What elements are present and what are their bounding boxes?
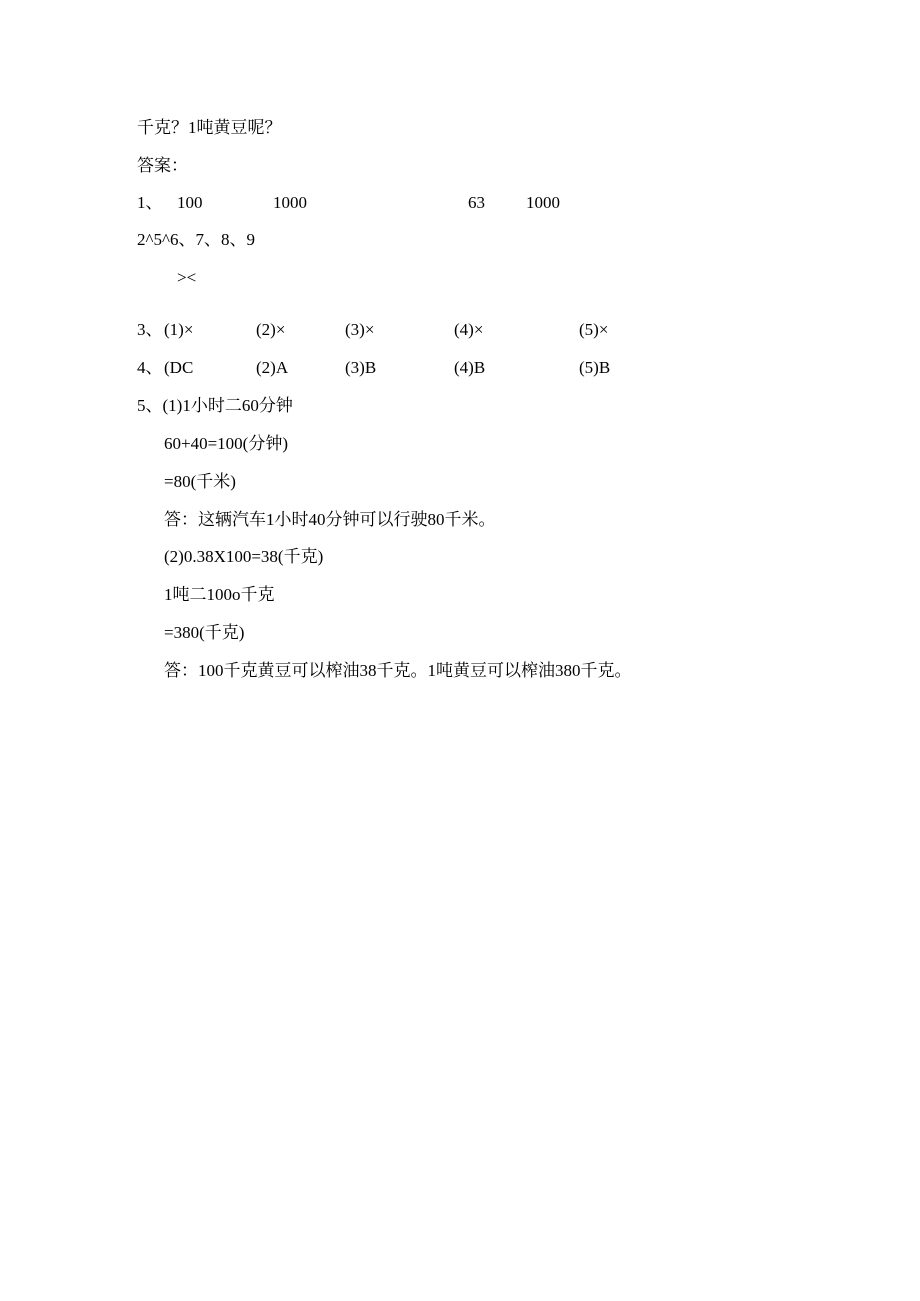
q4-item: (2)A	[256, 358, 289, 377]
answers-heading: 答案：	[137, 156, 188, 175]
q4-item: (DC	[164, 358, 194, 377]
q1-value: 63	[468, 193, 485, 212]
q5-line: 60+40=100(分钟)	[164, 434, 288, 453]
q1-value: 1000	[526, 193, 560, 212]
q4-item: (3)B	[345, 358, 377, 377]
q1-number: 1、	[137, 193, 163, 212]
q4-item: (4)B	[454, 358, 486, 377]
q5-answer: 答：这辆汽车1小时40分钟可以行驶80千米。	[164, 510, 496, 529]
q3-number: 3、	[137, 320, 163, 339]
q3-item: (2)×	[256, 320, 286, 339]
q3-item: (4)×	[454, 320, 484, 339]
q3-item: (3)×	[345, 320, 375, 339]
q1-value: 1000	[273, 193, 307, 212]
q5-line: 1吨二100o千克	[164, 585, 275, 604]
q5-line: =380(千克)	[164, 623, 245, 642]
q3-item: (5)×	[579, 320, 609, 339]
q3-item: (1)×	[164, 320, 194, 339]
q2-line: 2^5^6、7、8、9	[137, 230, 255, 249]
q4-number: 4、	[137, 358, 163, 377]
q5-answer: 答：100千克黄豆可以榨油38千克。1吨黄豆可以榨油380千克。	[164, 661, 632, 680]
q5-line: (2)0.38X100=38(千克)	[164, 547, 324, 566]
q5-line: =80(千米)	[164, 472, 236, 491]
q1-value: 100	[177, 193, 203, 212]
q4-item: (5)B	[579, 358, 611, 377]
q5-line: 5、(1)1小时二60分钟	[137, 396, 293, 415]
q2-comparison: ><	[177, 268, 197, 287]
header-line: 千克？1吨黄豆呢？	[137, 118, 282, 137]
